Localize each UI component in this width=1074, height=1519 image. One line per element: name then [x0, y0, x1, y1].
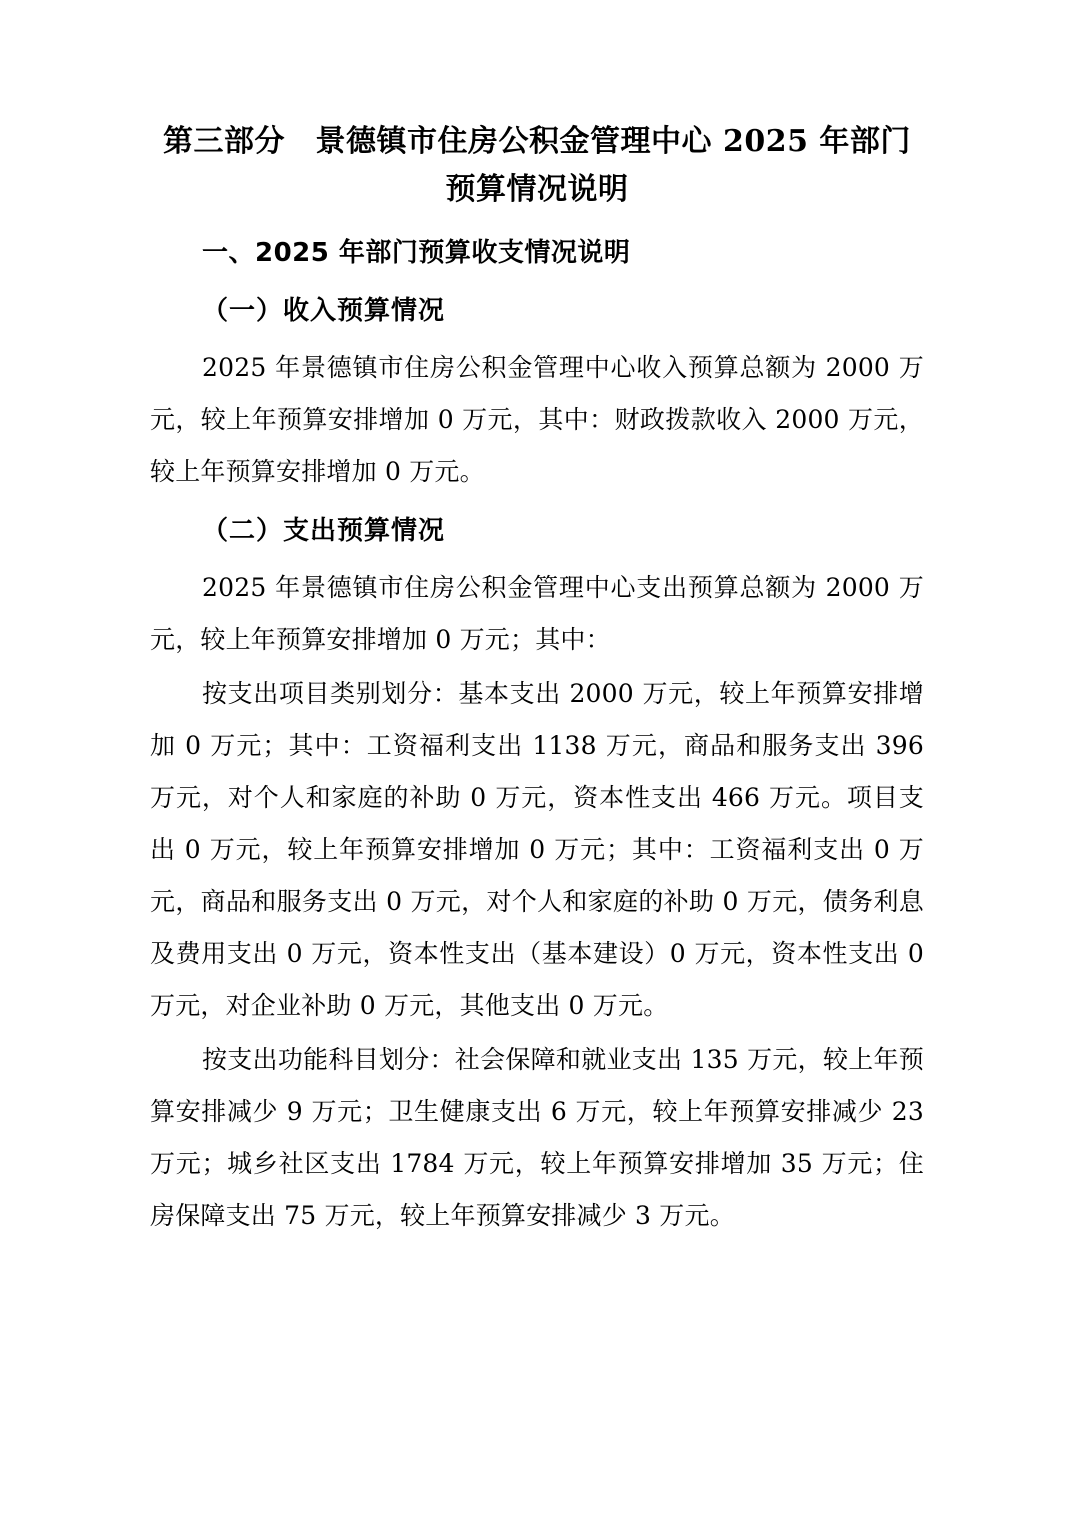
paragraph-expenditure-total: 2025 年景德镇市住房公积金管理中心支出预算总额为 2000 万元，较上年预算安排增加 0 万元；其中： [150, 573, 924, 654]
paragraph-expenditure-by-function: 按支出功能科目划分：社会保障和就业支出 135 万元，较上年预算安排减少 9 万元；卫生健康支出 6 万元，较上年预算安排减少 23 万元；城乡社区支出 1784 万元，较上年预算安排增加 35 万元；住房保障支出 75 万元，较上年预算安排减少 3 万元。 [150, 1045, 924, 1230]
subsection-heading-expenditure: （二）支出预算情况 [202, 516, 446, 546]
paragraph-income-budget: 2025 年景德镇市住房公积金管理中心收入预算总额为 2000 万元，较上年预算安排增加 0 万元，其中：财政拨款收入 2000 万元，较上年预算安排增加 0 万元。 [150, 353, 924, 486]
paragraph-expenditure-by-category: 按支出项目类别划分：基本支出 2000 万元，较上年预算安排增加 0 万元；其中：工资福利支出 1138 万元，商品和服务支出 396 万元，对个人和家庭的补助 0 万元，资本性支出 466 万元。项目支出 0 万元，较上年预算安排增加 0 万元；其中：工资福利支出 0 万元，商品和服务支出 0 万元，对个人和家庭的补助 0 万元，债务利息及费用支出 0 万元，资本性支出（基本建设）0 万元，资本性支出 0 万元，对企业补助 0 万元，其他支出 0 万元。 [150, 679, 924, 1020]
page-title: 第三部分 景德镇市住房公积金管理中心 2025 年部门预算情况说明 [163, 124, 911, 207]
section-heading-1: 一、2025 年部门预算收支情况说明 [202, 238, 631, 268]
subsection-heading-income: （一）收入预算情况 [202, 296, 446, 326]
